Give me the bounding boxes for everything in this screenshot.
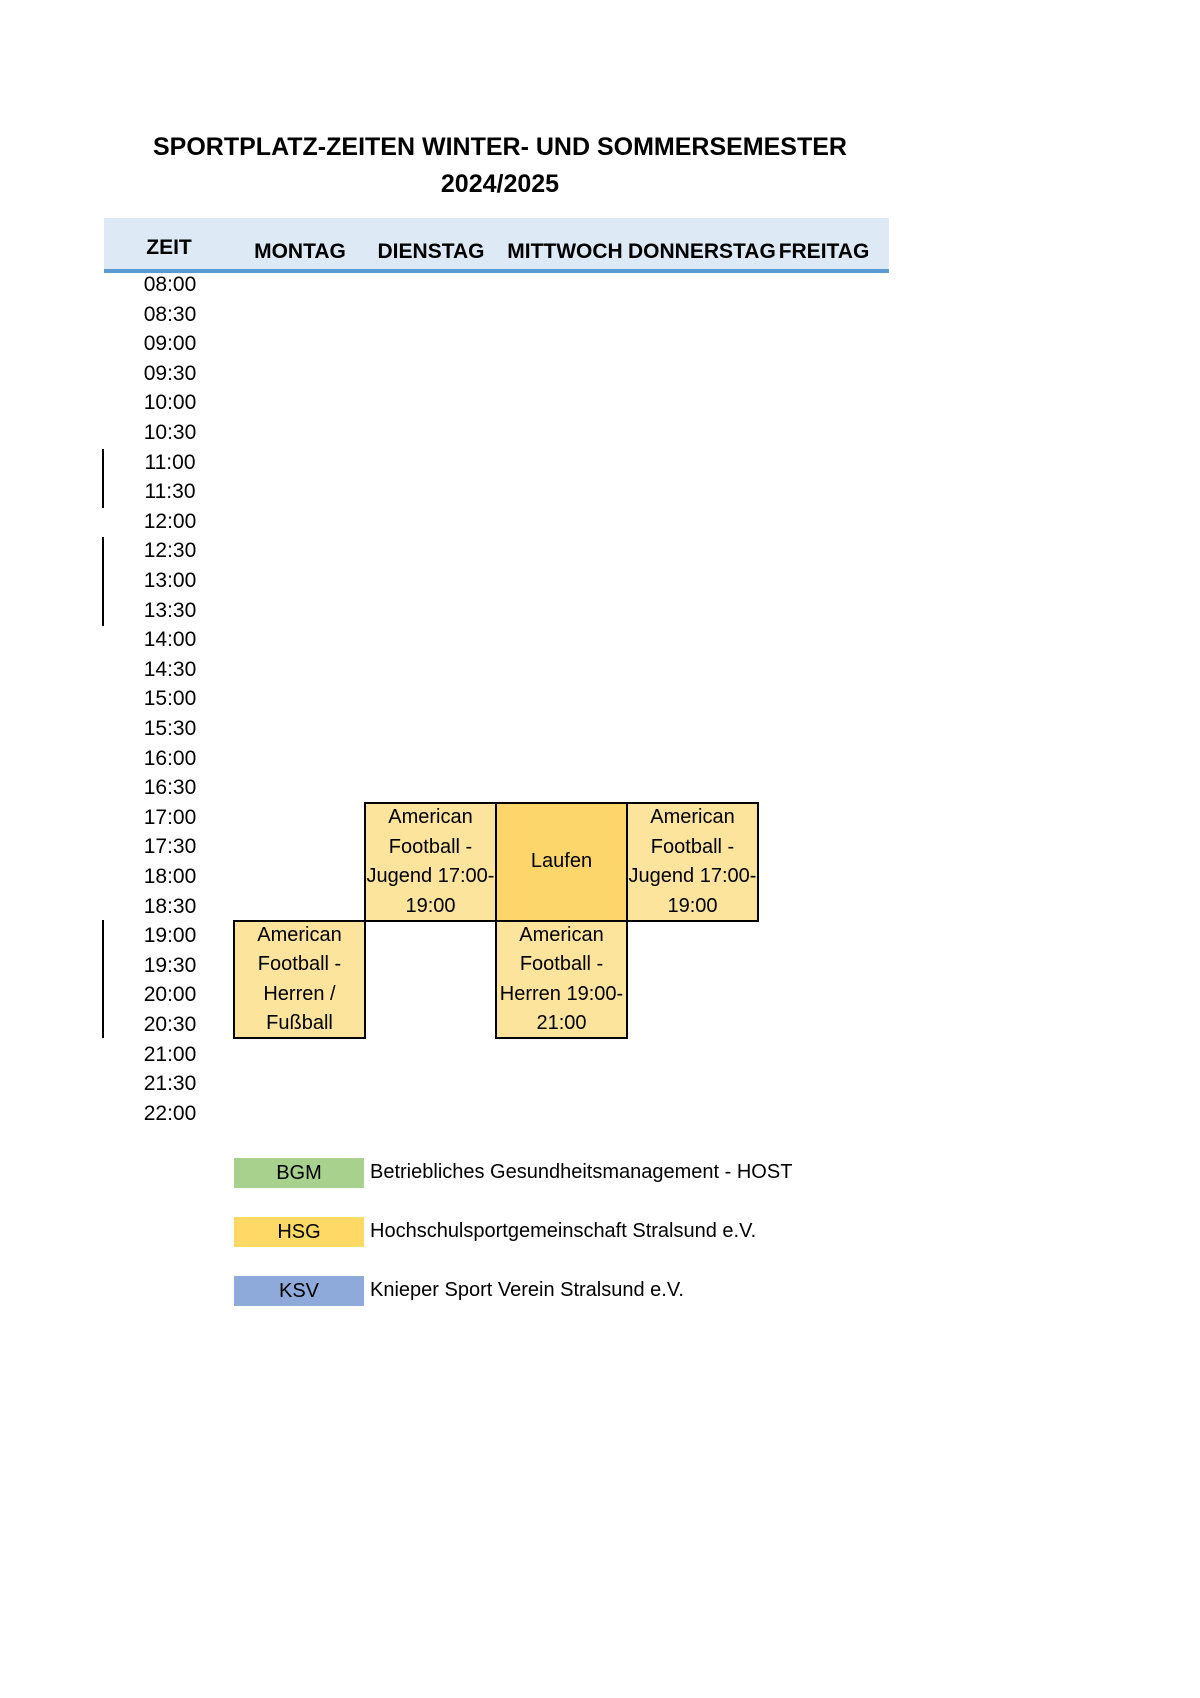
header-donnerstag: DONNERSTAG: [628, 240, 776, 263]
time-label: 10:30: [143, 421, 197, 444]
time-label: 12:00: [143, 509, 197, 533]
header-mittwoch: MITTWOCH: [507, 240, 623, 263]
header-dienstag: DIENSTAG: [377, 240, 485, 263]
time-label: 19:00: [143, 924, 197, 948]
slot-donnerstag-17-19: American Football - Jugend 17:00- 19:00: [626, 802, 759, 922]
legend-swatch-hsg: HSG: [234, 1217, 364, 1247]
time-label: 21:30: [143, 1072, 197, 1096]
time-label: 11:00: [144, 450, 196, 474]
time-label: 10:00: [143, 391, 197, 415]
time-label: 15:00: [143, 687, 197, 711]
header-montag: MONTAG: [254, 240, 346, 263]
legend-label-hsg: Hochschulsportgemeinschaft Stralsund e.V.: [370, 1220, 757, 1242]
header-zeit: ZEIT: [146, 236, 192, 259]
time-label: 22:00: [143, 1101, 197, 1125]
time-label: 14:30: [143, 657, 197, 681]
legend-swatch-bgm: BGM: [234, 1158, 364, 1188]
legend-swatch-ksv: KSV: [234, 1276, 364, 1306]
time-label: 17:30: [143, 835, 197, 859]
time-label: 18:30: [143, 894, 197, 918]
time-label: 20:00: [143, 983, 197, 1007]
page-subtitle: 2024/2025: [440, 170, 560, 198]
time-label: 21:00: [143, 1042, 197, 1066]
time-label: 09:00: [143, 332, 197, 356]
row-marker: [102, 537, 104, 626]
time-label: 16:00: [143, 746, 197, 770]
legend-label-ksv: Knieper Sport Verein Stralsund e.V.: [370, 1279, 684, 1301]
time-label: 11:30: [144, 480, 196, 504]
time-label: 17:00: [143, 805, 197, 829]
page-title: SPORTPLATZ-ZEITEN WINTER- UND SOMMERSEMESTER: [153, 133, 847, 161]
slot-mittwoch-19-21: American Football - Herren 19:00- 21:00: [495, 920, 628, 1039]
time-label: 18:00: [143, 865, 197, 888]
time-label: 15:30: [143, 717, 197, 740]
time-label: 20:30: [143, 1013, 197, 1036]
time-label: 12:30: [143, 539, 197, 563]
time-label: 16:30: [143, 776, 197, 800]
legend-label-bgm: Betriebliches Gesundheitsmanagement - HOST: [370, 1161, 793, 1183]
time-label: 13:30: [143, 598, 197, 622]
header-freitag: FREITAG: [778, 240, 870, 263]
time-label: 19:30: [143, 953, 197, 977]
slot-dienstag-17-19: American Football - Jugend 17:00- 19:00: [364, 802, 497, 922]
time-label: 08:00: [143, 273, 197, 296]
time-label: 14:00: [143, 628, 197, 652]
row-marker: [102, 449, 104, 508]
time-label: 09:30: [143, 361, 197, 385]
time-label: 13:00: [143, 569, 197, 592]
row-marker: [102, 920, 104, 1038]
slot-mittwoch-17-19: Laufen: [495, 802, 628, 922]
slot-montag-19-21: American Football - Herren / Fußball: [233, 920, 366, 1039]
time-label: 08:30: [143, 302, 197, 326]
